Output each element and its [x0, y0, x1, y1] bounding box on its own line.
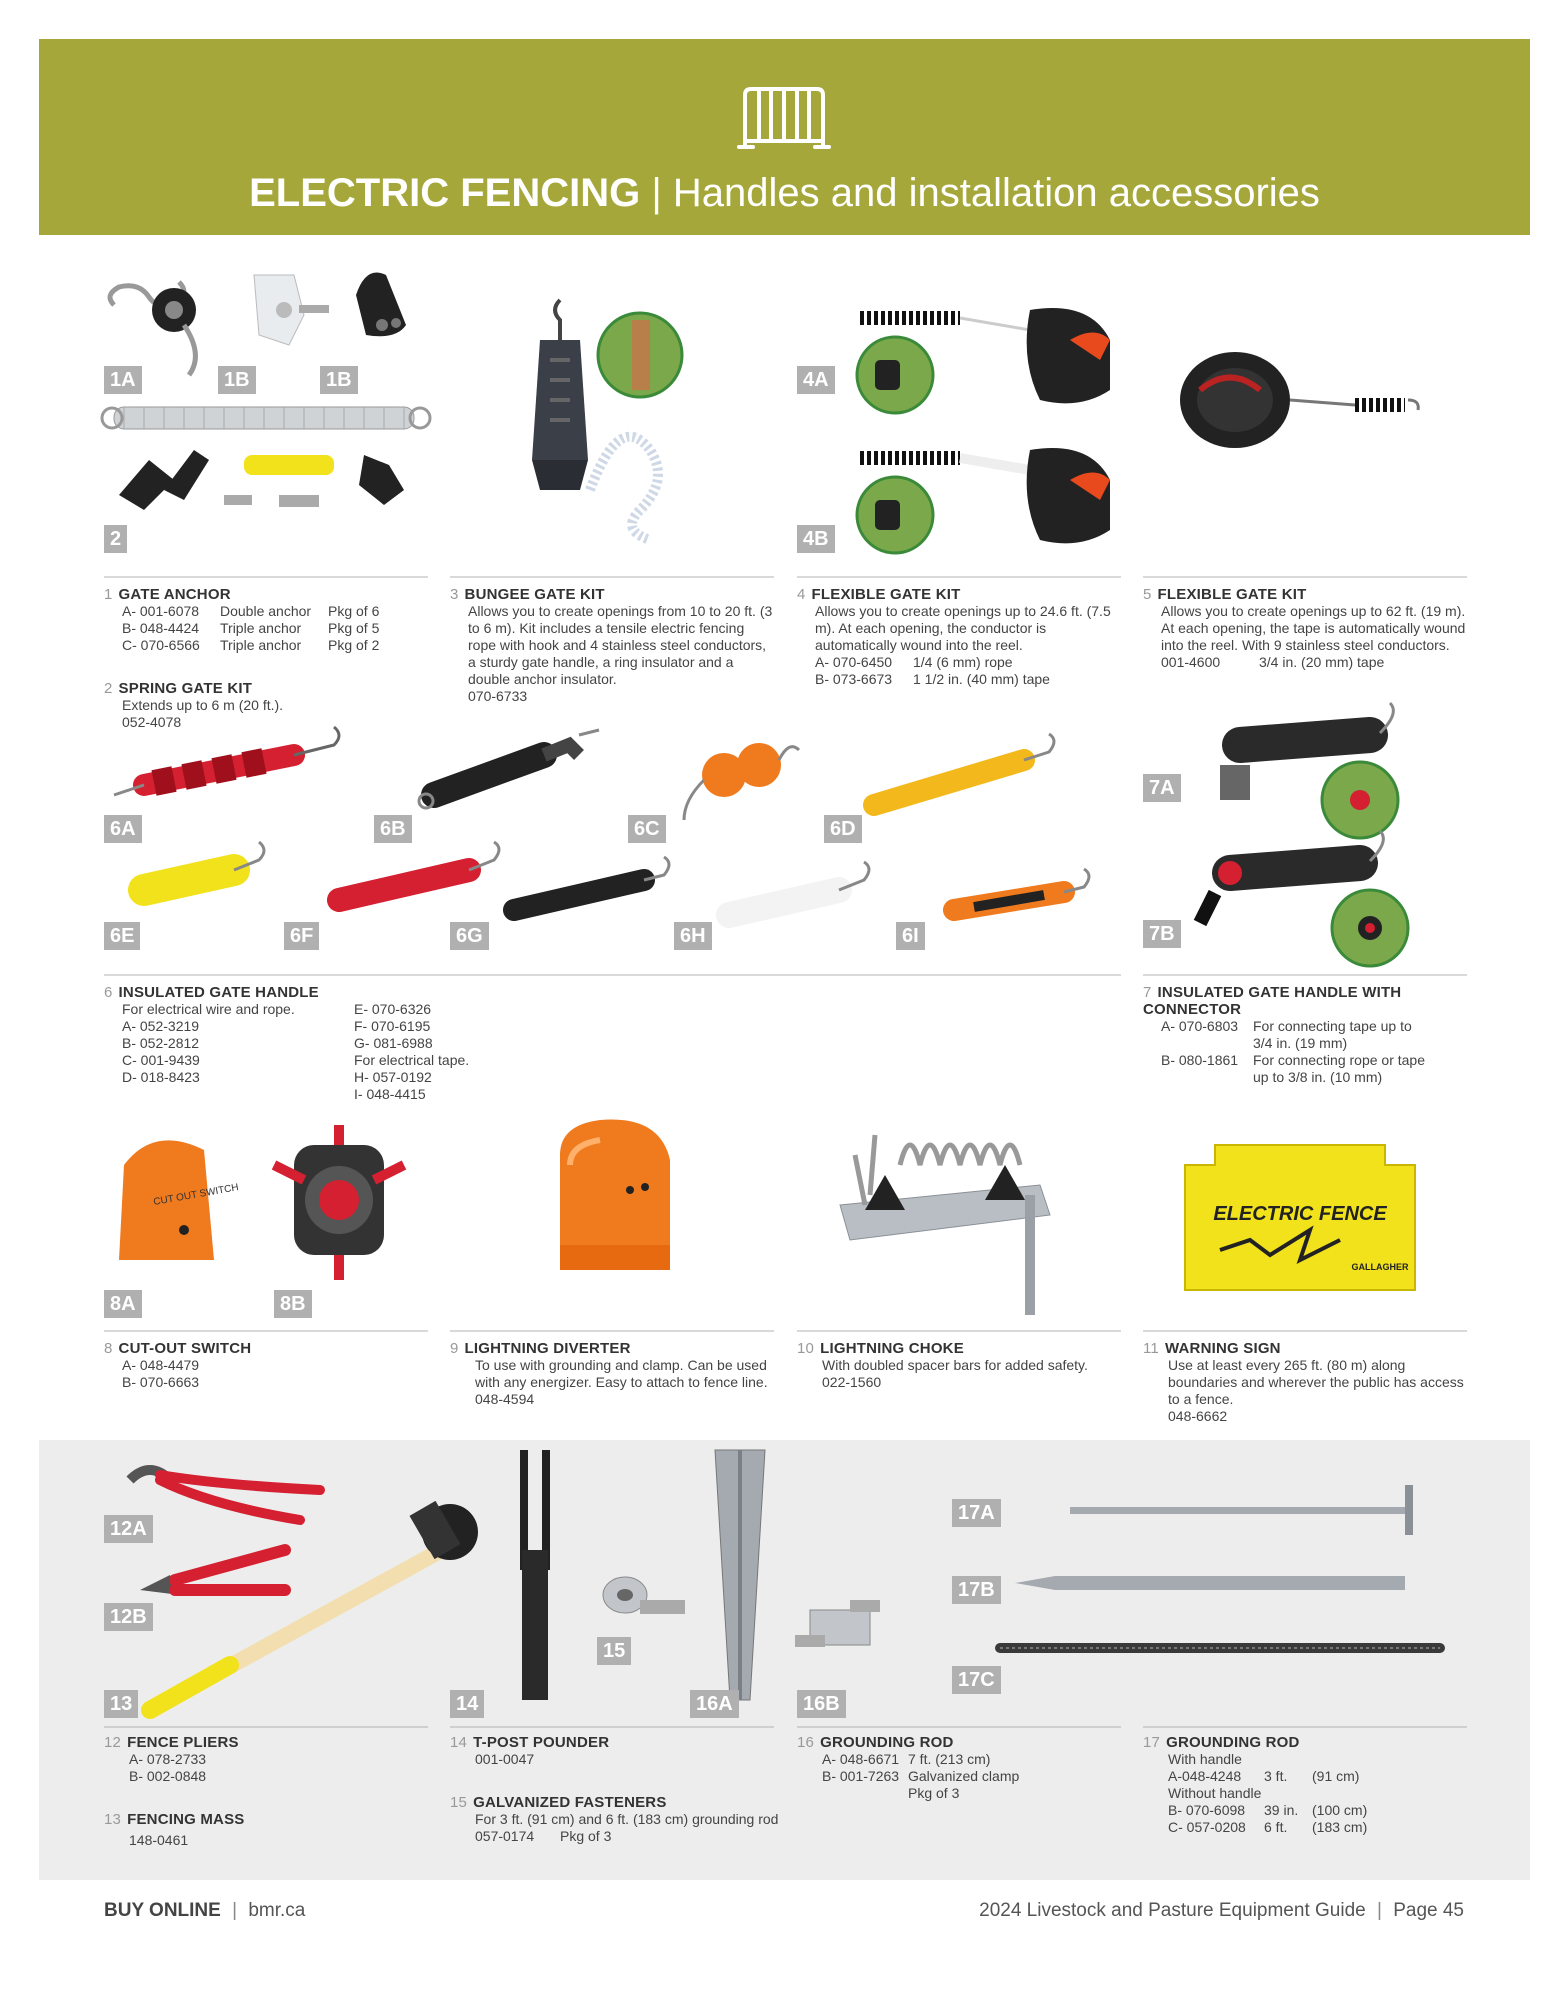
- description: For electrical tape.: [354, 1052, 470, 1068]
- sku: B- 080-1861: [1161, 1052, 1239, 1068]
- handle-6i-orange-image: [954, 869, 1089, 910]
- product-title: T-POST POUNDER: [473, 1734, 610, 1751]
- warning-sign-image: [1180, 1140, 1420, 1295]
- product-lightning-choke: [797, 1340, 1121, 1391]
- image-label-6c: 6C: [628, 815, 666, 843]
- product-number: 14: [450, 1734, 468, 1751]
- footer-page-info: [979, 1900, 1464, 1922]
- product-spring-gate-kit: [104, 680, 424, 731]
- product-title: FLEXIBLE GATE KIT: [811, 586, 961, 603]
- sign-brand: GALLAGHER: [1351, 1262, 1409, 1272]
- fencing-mass-image: [150, 1501, 478, 1710]
- image-label-6f: 6F: [284, 922, 319, 950]
- divider: [1143, 1330, 1467, 1332]
- sku: A- 070-6803: [1161, 1018, 1239, 1034]
- guide-title: 2024 Livestock and Pasture Equipment Guide: [979, 1900, 1366, 1921]
- sku: B- 052-2812: [122, 1035, 200, 1051]
- lightning-diverter-image: [540, 1115, 680, 1290]
- fence-pliers-a-image: [130, 1470, 320, 1520]
- product-number: 9: [450, 1340, 459, 1357]
- sku: D- 018-8423: [122, 1069, 200, 1085]
- image-label-12b: 12B: [104, 1603, 153, 1631]
- package: Pkg of 2: [328, 637, 380, 653]
- description: Allows you to create openings from 10 to 20 ft. (3 to 6 m). Kit includes a tensile electric fencing rope with hook and 4 stainless steel conductors, a sturdy gate handle, a ring insulator and a double anchor insulator.: [468, 603, 773, 687]
- divider: [104, 974, 1121, 976]
- triple-anchor-white-image: [254, 275, 329, 345]
- image-label-6a: 6A: [104, 815, 142, 843]
- sku: A- 078-2733: [129, 1751, 207, 1767]
- grounding-clamp-16b-image: [790, 1580, 900, 1690]
- product-number: 11: [1143, 1340, 1159, 1357]
- reel-b-image: [857, 448, 1110, 553]
- product-number: 1: [104, 586, 113, 603]
- fence-pliers-b-image: [140, 1550, 285, 1595]
- page-title-bold: ELECTRIC FENCING: [249, 171, 641, 215]
- variant: 3/4 in. (20 mm) tape: [1259, 654, 1385, 670]
- product-title: BUNGEE GATE KIT: [464, 586, 605, 603]
- grounding-rod-17b-image: [1015, 1576, 1405, 1590]
- sku: B- 048-4424: [122, 620, 200, 636]
- handle-6f-red-image: [339, 842, 499, 900]
- variant-metric: (100 cm): [1312, 1802, 1368, 1818]
- spring-gate-kit-image: [104, 395, 434, 535]
- sku: B- 070-6098: [1168, 1802, 1246, 1818]
- description: With handle: [1168, 1751, 1242, 1767]
- product-flexible-gate-kit-62: [1143, 586, 1467, 671]
- divider: [450, 1330, 774, 1332]
- page-title: [39, 170, 1530, 216]
- footer-separator: |: [232, 1900, 238, 1921]
- variant: Triple anchor: [220, 637, 302, 653]
- image-label-16a: 16A: [690, 1690, 739, 1718]
- cut-out-switch-b-image: [274, 1125, 404, 1280]
- gate-anchor-images: [104, 265, 434, 375]
- variant-metric: (183 cm): [1312, 1819, 1368, 1835]
- t-post-pounder-image: [520, 1450, 550, 1700]
- product-number: 7: [1143, 984, 1152, 1001]
- image-label-14: 14: [450, 1690, 484, 1718]
- lightning-choke-image: [830, 1095, 1080, 1315]
- handle-7b-image: [1200, 831, 1408, 966]
- sku: H- 057-0192: [354, 1069, 432, 1085]
- divider: [450, 1726, 774, 1728]
- product-grounding-rod-17: [1143, 1734, 1467, 1836]
- product-title: INSULATED GATE HANDLE WITH CONNECTOR: [1143, 984, 1402, 1018]
- sku: C- 057-0208: [1168, 1819, 1246, 1835]
- variant: 1/4 (6 mm) rope: [913, 654, 1013, 670]
- variant: Double anchor: [220, 603, 312, 619]
- description: For electrical wire and rope.: [122, 1001, 295, 1017]
- handle-6g-black-image: [514, 857, 669, 910]
- variant: Triple anchor: [220, 620, 302, 636]
- package: Pkg of 3: [908, 1785, 960, 1801]
- divider: [104, 576, 428, 578]
- product-fence-pliers: [104, 1734, 424, 1785]
- image-label-17a: 17A: [952, 1499, 1001, 1527]
- package: Pkg of 3: [560, 1828, 612, 1844]
- product-number: 12: [104, 1734, 122, 1751]
- sku: B- 070-6663: [122, 1374, 200, 1390]
- sku: A- 048-4479: [122, 1357, 200, 1373]
- product-number: 2: [104, 680, 113, 697]
- image-label-7a: 7A: [1143, 774, 1181, 802]
- sku: I- 048-4415: [354, 1086, 426, 1102]
- product-title: LIGHTNING CHOKE: [820, 1340, 964, 1357]
- handle-6e-yellow-image: [144, 842, 264, 890]
- handle-6d-yellow-image: [874, 734, 1054, 805]
- sku: F- 070-6195: [354, 1018, 431, 1034]
- handle-7a-image: [1220, 703, 1398, 838]
- cut-out-switch-a-image: [119, 1140, 240, 1260]
- sku: A- 001-6078: [122, 603, 200, 619]
- sku: 001-4600: [1161, 654, 1221, 670]
- image-label-6e: 6E: [104, 922, 140, 950]
- image-label-8a: 8A: [104, 1290, 142, 1318]
- sku: A-048-4248: [1168, 1768, 1242, 1784]
- description: Allows you to create openings up to 24.6 ft. (7.5 m). At each opening, the conductor is automatically wound into the reel.: [815, 603, 1111, 653]
- website-link[interactable]: bmr.ca: [248, 1900, 306, 1921]
- product-lightning-diverter: [450, 1340, 780, 1408]
- package: Pkg of 6: [328, 603, 380, 619]
- product-flexible-gate-kit-24: [797, 586, 1121, 688]
- sku: 022-1560: [822, 1374, 882, 1390]
- sku: A- 070-6450: [815, 654, 893, 670]
- package: Pkg of 5: [328, 620, 380, 636]
- product-gate-anchor: [104, 586, 424, 654]
- galvanized-fastener-image: [603, 1577, 685, 1614]
- divider: [797, 576, 1121, 578]
- sku: 148-0461: [129, 1832, 189, 1848]
- sku: 048-6662: [1168, 1408, 1228, 1424]
- sku: B- 001-7263: [822, 1768, 900, 1784]
- variant: 1 1/2 in. (40 mm) tape: [913, 671, 1050, 687]
- sku: B- 002-0848: [129, 1768, 207, 1784]
- product-number: 5: [1143, 586, 1152, 603]
- variant: For connecting tape up to 3/4 in. (19 mm): [1253, 1018, 1412, 1051]
- image-label-1a: 1A: [104, 366, 142, 394]
- product-grounding-rod-16: [797, 1734, 1121, 1802]
- sku: 070-6733: [468, 688, 528, 704]
- product-warning-sign: [1143, 1340, 1467, 1425]
- product-title: FENCING MASS: [127, 1811, 245, 1828]
- product-number: 17: [1143, 1734, 1161, 1751]
- cut-out-switch-images: [104, 1125, 424, 1285]
- divider: [797, 1726, 1121, 1728]
- variant-metric: (91 cm): [1312, 1768, 1360, 1784]
- image-label-1b-second: 1B: [320, 366, 358, 394]
- product-number: 10: [797, 1340, 815, 1357]
- product-fencing-mass: [104, 1811, 424, 1849]
- buy-online-label: BUY ONLINE: [104, 1900, 221, 1921]
- divider: [104, 1330, 428, 1332]
- product-galvanized-fasteners: [450, 1794, 780, 1845]
- sign-text: ELECTRIC FENCE: [1213, 1203, 1387, 1225]
- description: Without handle: [1168, 1785, 1262, 1801]
- divider: [1143, 1726, 1467, 1728]
- image-label-2: 2: [104, 525, 127, 553]
- sku: 057-0174: [475, 1828, 535, 1844]
- divider: [1143, 974, 1467, 976]
- variant: 3 ft.: [1264, 1768, 1288, 1784]
- handle-6b-black-image: [419, 730, 599, 808]
- image-label-16b: 16B: [797, 1690, 846, 1718]
- product-number: 13: [104, 1811, 122, 1828]
- product-number: 3: [450, 586, 459, 603]
- description: Use at least every 265 ft. (80 m) along boundaries and wherever the public has access to a fence.: [1168, 1357, 1464, 1407]
- image-label-6i: 6I: [896, 922, 925, 950]
- handle-6h-white-image: [729, 862, 869, 915]
- image-label-17c: 17C: [952, 1666, 1001, 1694]
- image-label-6g: 6G: [450, 922, 489, 950]
- product-title: CUT-OUT SWITCH: [118, 1340, 252, 1357]
- gate-fence-icon: [739, 83, 829, 153]
- image-label-4a: 4A: [797, 366, 835, 394]
- page-title-rest: Handles and installation accessories: [672, 171, 1320, 215]
- switch-text: CUT OUT SWITCH: [152, 1182, 240, 1208]
- image-label-13: 13: [104, 1690, 138, 1718]
- variant: For connecting rope or tape up to 3/8 in. (10 mm): [1253, 1052, 1425, 1085]
- product-title: GROUNDING ROD: [820, 1734, 954, 1751]
- flexible-gate-kit-large-reel-image: [1180, 350, 1430, 460]
- gate-handle-with-connector-images: [1160, 705, 1430, 955]
- sku: A- 048-6671: [822, 1751, 900, 1767]
- divider: [104, 1726, 428, 1728]
- variant: Galvanized clamp: [908, 1768, 1020, 1784]
- product-title: INSULATED GATE HANDLE: [118, 984, 319, 1001]
- grounding-rod-17c-image: [995, 1643, 1445, 1653]
- sku: 048-4594: [475, 1391, 535, 1407]
- image-label-12a: 12A: [104, 1515, 153, 1543]
- sku: 052-4078: [122, 714, 182, 730]
- sku: 001-0047: [475, 1751, 535, 1767]
- product-insulated-gate-handle: [104, 984, 704, 1103]
- tools-images: [120, 1450, 520, 1720]
- image-label-1b: 1B: [218, 366, 256, 394]
- product-title: GROUNDING ROD: [1166, 1734, 1300, 1751]
- description: For 3 ft. (91 cm) and 6 ft. (183 cm) grounding rod: [475, 1811, 779, 1827]
- product-title: LIGHTNING DIVERTER: [464, 1340, 631, 1357]
- flexible-gate-kit-reel-images: [840, 300, 1130, 555]
- sku: C- 001-9439: [122, 1052, 200, 1068]
- footer-buy-online: [104, 1900, 305, 1922]
- image-label-7b: 7B: [1143, 920, 1181, 948]
- variant: 6 ft.: [1264, 1819, 1288, 1835]
- sku: A- 052-3219: [122, 1018, 200, 1034]
- product-title: FENCE PLIERS: [127, 1734, 239, 1751]
- bungee-gate-kit-image: [520, 300, 690, 540]
- product-cut-out-switch: [104, 1340, 424, 1391]
- description: With doubled spacer bars for added safety.: [822, 1357, 1088, 1373]
- grounding-rod-17-images: [990, 1485, 1460, 1665]
- sku: C- 070-6566: [122, 637, 200, 653]
- image-label-6d: 6D: [824, 815, 862, 843]
- product-gate-handle-with-connector: [1143, 984, 1473, 1086]
- divider: [450, 576, 774, 578]
- grounding-rod-17a-image: [1070, 1485, 1413, 1535]
- handle-6c-orange-image: [684, 743, 799, 820]
- product-title: GATE ANCHOR: [118, 586, 231, 603]
- sku: [822, 1785, 908, 1802]
- image-label-6h: 6H: [674, 922, 712, 950]
- variant: 7 ft. (213 cm): [908, 1751, 991, 1767]
- description: To use with grounding and clamp. Can be used with any energizer. Easy to attach to fence line.: [475, 1357, 768, 1390]
- product-number: 16: [797, 1734, 815, 1751]
- description: Extends up to 6 m (20 ft.).: [122, 697, 284, 713]
- sku: B- 073-6673: [815, 671, 893, 687]
- image-label-8b: 8B: [274, 1290, 312, 1318]
- page-number: Page 45: [1393, 1900, 1464, 1921]
- divider: [797, 1330, 1121, 1332]
- product-t-post-pounder: [450, 1734, 770, 1768]
- footer-separator: |: [1376, 1900, 1382, 1921]
- product-title: WARNING SIGN: [1164, 1340, 1281, 1357]
- double-anchor-image: [110, 282, 196, 375]
- image-label-4b: 4B: [797, 525, 835, 553]
- product-title: SPRING GATE KIT: [118, 680, 253, 697]
- variant: 39 in.: [1264, 1802, 1299, 1818]
- handle-6a-red-image: [114, 727, 339, 795]
- grounding-rod-16a-image: [715, 1450, 765, 1700]
- image-label-15: 15: [597, 1637, 631, 1665]
- product-bungee-gate-kit: [450, 586, 774, 705]
- sku: E- 070-6326: [354, 1001, 432, 1017]
- sku: G- 081-6988: [354, 1035, 433, 1051]
- insulated-gate-handle-images: [104, 725, 1104, 945]
- description: Allows you to create openings up to 62 ft. (19 m). At each opening, the tape is automatically wound into the reel. With 9 stainless steel conductors.: [1161, 603, 1466, 653]
- image-label-17b: 17B: [952, 1576, 1001, 1604]
- title-separator: |: [651, 171, 662, 215]
- tpost-fasteners-images: [500, 1450, 800, 1720]
- reel-a-image: [857, 308, 1110, 413]
- image-label-6b: 6B: [374, 815, 412, 843]
- product-number: 15: [450, 1794, 468, 1811]
- product-number: 8: [104, 1340, 113, 1357]
- divider: [1143, 576, 1467, 578]
- product-number: 6: [104, 984, 113, 1001]
- product-title: FLEXIBLE GATE KIT: [1157, 586, 1307, 603]
- triple-anchor-black-image: [356, 273, 406, 337]
- product-title: GALVANIZED FASTENERS: [473, 1794, 667, 1811]
- product-number: 4: [797, 586, 806, 603]
